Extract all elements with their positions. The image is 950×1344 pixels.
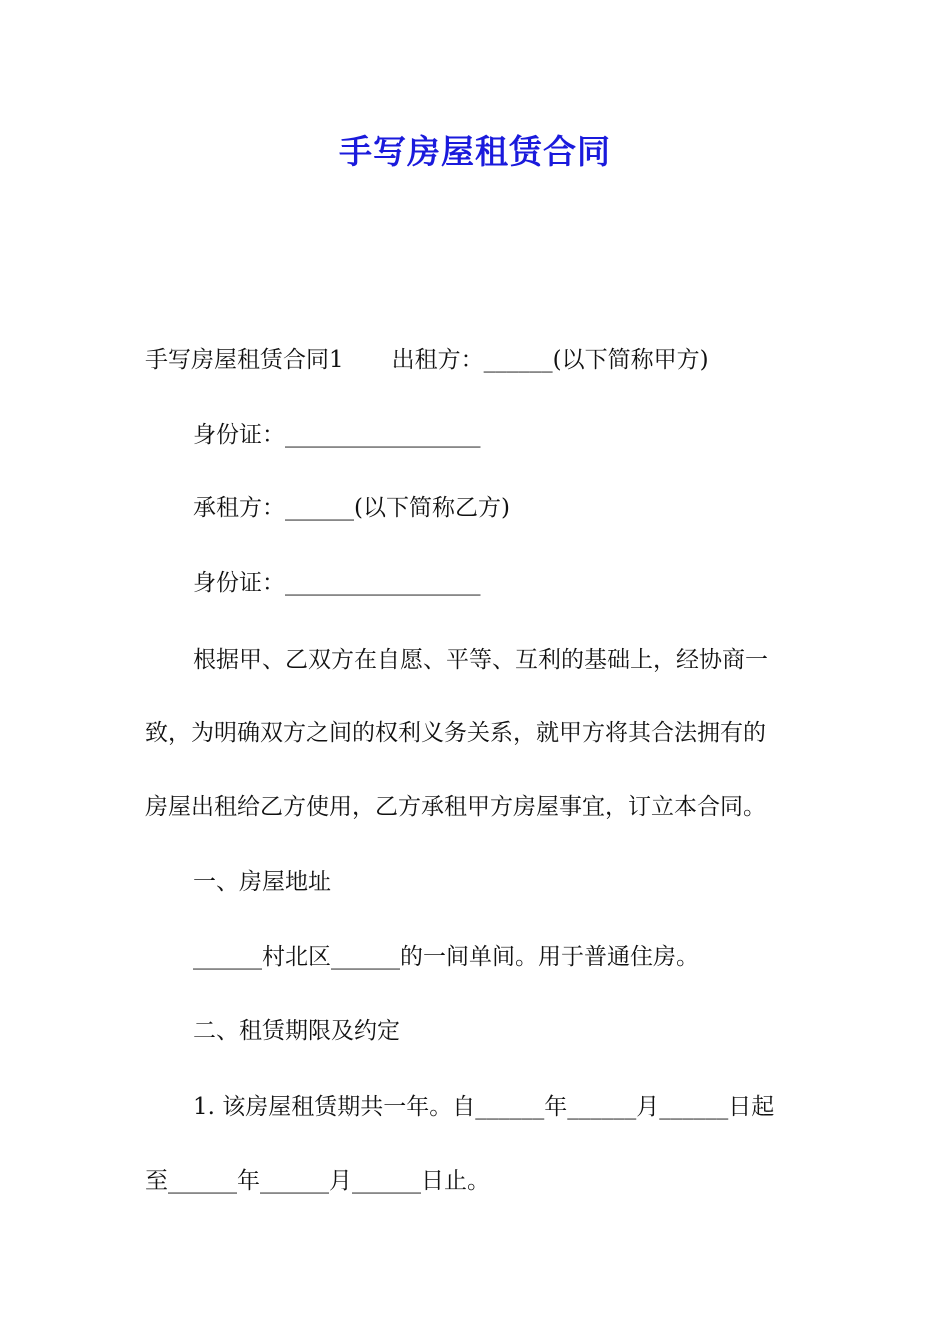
paragraph-line: 根据甲、乙双方在自愿、平等、互利的基础上，经协商一	[193, 647, 768, 673]
lessee-id-field: 身份证：_________________	[193, 570, 481, 596]
paragraph-line: 房屋出租给乙方使用，乙方承租甲方房屋事宜，订立本合同。	[145, 794, 766, 820]
term-line: 1. 该房屋租赁期共一年。自______年______月______日起	[193, 1094, 775, 1120]
paragraph-line: 致，为明确双方之间的权利义务关系，就甲方将其合法拥有的	[145, 720, 766, 746]
lessor-id-field: 身份证：_________________	[193, 422, 481, 448]
term-line: 至______年______月______日止。	[145, 1168, 490, 1194]
section-heading: 二、租赁期限及约定	[193, 1018, 400, 1044]
intro-line	[145, 343, 810, 377]
document-title: 手写房屋租赁合同	[339, 132, 611, 171]
address-line: ______村北区______的一间单间。用于普通住房。	[193, 944, 699, 970]
lessee-field: 承租方：______(以下简称乙方)	[193, 495, 510, 521]
section-heading: 手写房屋租赁合同1	[145, 347, 344, 373]
section-heading: 一、房屋地址	[193, 869, 331, 895]
lessor-field: 出租方：______(以下简称甲方)	[391, 347, 709, 373]
